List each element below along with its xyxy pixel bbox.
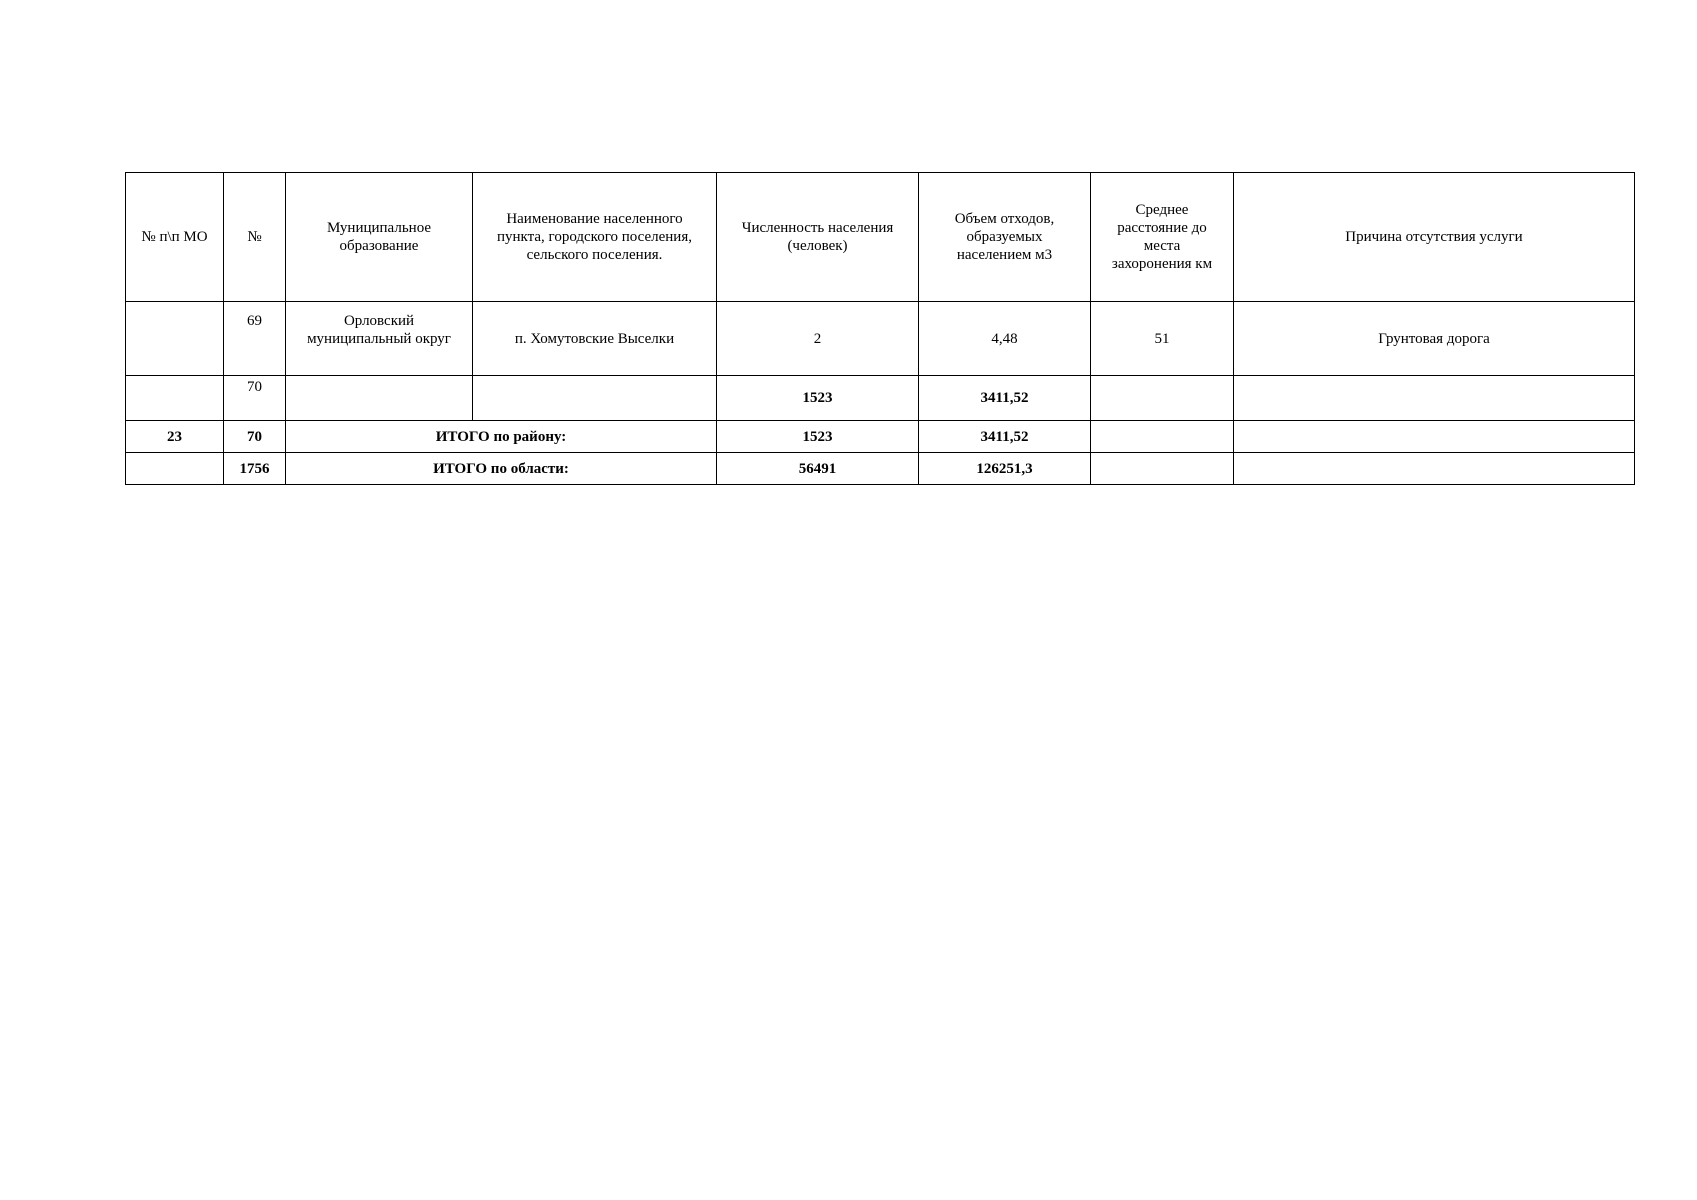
- table-header-row: [126, 173, 1635, 302]
- subtotal-municipality: [286, 376, 473, 421]
- region-total-distance: [1091, 453, 1234, 485]
- cell-waste-volume: 4,48: [919, 302, 1091, 376]
- district-total-row: [126, 421, 1635, 453]
- subtotal-waste-volume: 3411,52: [919, 376, 1091, 421]
- subtotal-row: [126, 376, 1635, 421]
- district-total-waste-volume: 3411,52: [919, 421, 1091, 453]
- header-reason: Причина отсутствия услуги: [1234, 173, 1635, 302]
- region-total-number: 1756: [224, 453, 286, 485]
- region-total-mo-number: [126, 453, 224, 485]
- waste-report-table: [125, 172, 1635, 485]
- cell-reason: Грунтовая дорога: [1234, 302, 1635, 376]
- district-total-reason: [1234, 421, 1635, 453]
- subtotal-distance: [1091, 376, 1234, 421]
- subtotal-population: 1523: [717, 376, 919, 421]
- header-distance: Среднее расстояние до места захоронения км: [1091, 173, 1234, 302]
- table-row: [126, 302, 1635, 376]
- subtotal-number: 70: [224, 376, 286, 421]
- header-municipality: Муниципальное образование: [286, 173, 473, 302]
- region-total-row: [126, 453, 1635, 485]
- cell-population: 2: [717, 302, 919, 376]
- subtotal-mo-number: [126, 376, 224, 421]
- district-total-number: 70: [224, 421, 286, 453]
- region-total-reason: [1234, 453, 1635, 485]
- district-total-label: ИТОГО по району:: [286, 421, 717, 453]
- cell-settlement: п. Хомутовские Выселки: [473, 302, 717, 376]
- district-total-distance: [1091, 421, 1234, 453]
- region-total-population: 56491: [717, 453, 919, 485]
- header-population: Численность населения (человек): [717, 173, 919, 302]
- header-number: №: [224, 173, 286, 302]
- header-waste-volume: Объем отходов, образуемых населением м3: [919, 173, 1091, 302]
- cell-municipality: Орловский муниципальный округ: [286, 302, 473, 376]
- cell-number: 69: [224, 302, 286, 376]
- region-total-label: ИТОГО по области:: [286, 453, 717, 485]
- cell-distance: 51: [1091, 302, 1234, 376]
- region-total-waste-volume: 126251,3: [919, 453, 1091, 485]
- header-mo-number: № п\п МО: [126, 173, 224, 302]
- subtotal-reason: [1234, 376, 1635, 421]
- subtotal-settlement: [473, 376, 717, 421]
- cell-mo-number: [126, 302, 224, 376]
- district-total-population: 1523: [717, 421, 919, 453]
- district-total-mo-number: 23: [126, 421, 224, 453]
- header-settlement: Наименование населенного пункта, городского поселения, сельского поселения.: [473, 173, 717, 302]
